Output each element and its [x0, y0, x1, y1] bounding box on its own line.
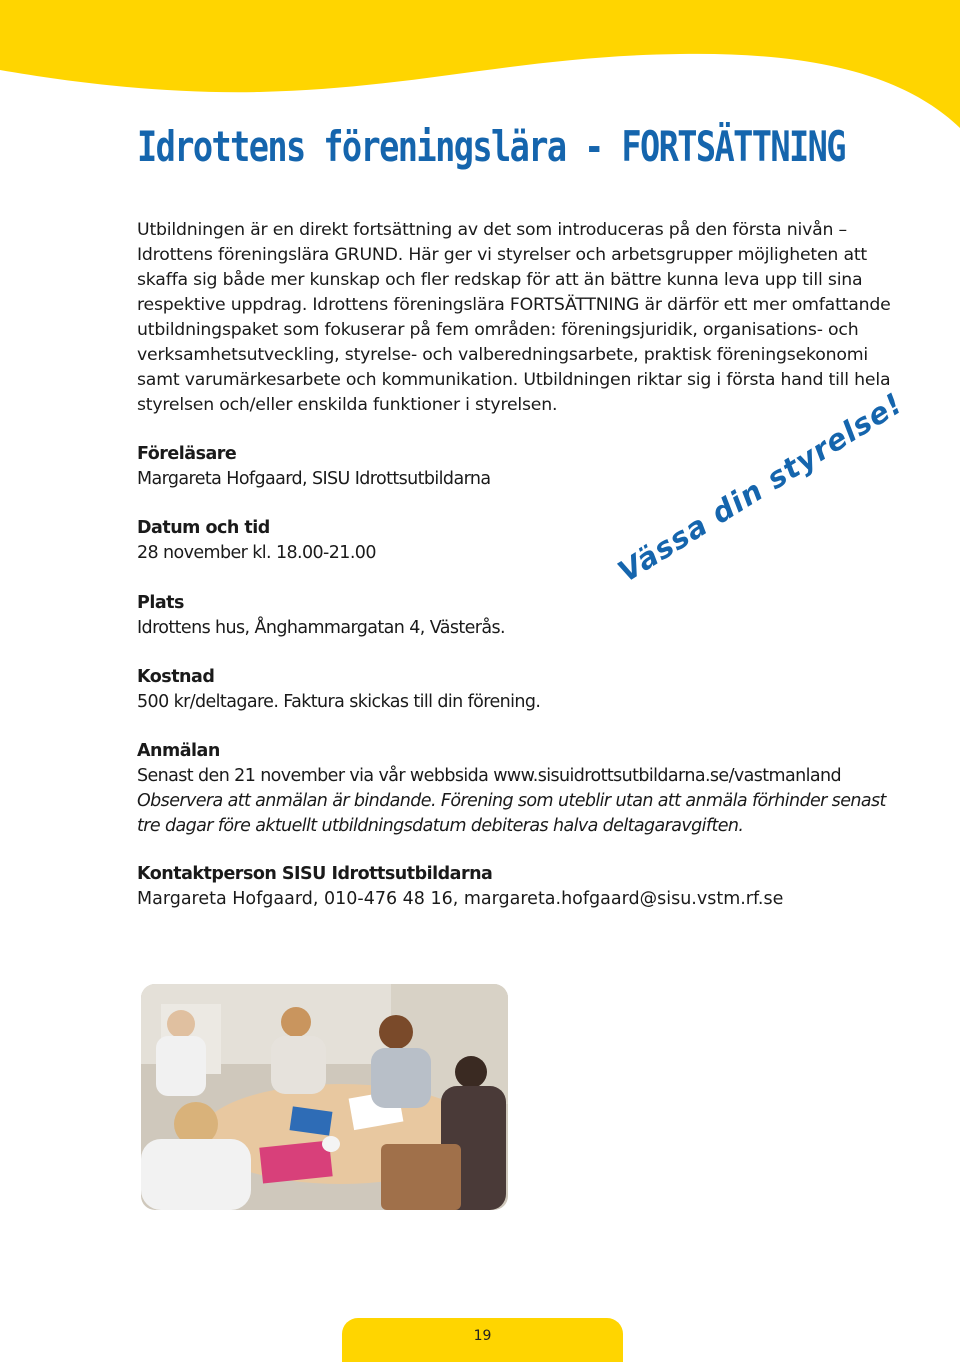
slogan-text: Vässa din styrelse! [612, 385, 909, 589]
page-title: Idrottens föreningslära - FORTSÄTTNING [137, 122, 845, 171]
intro-paragraph: Utbildningen är en direkt fortsättning av det som introduceras på den första nivån – Idrottens föreningslära GRUND. Här ger vi styrelser och arbetsgrupper möjligheten att skaffa sig både mer kunskap och fler redskap för att än bättre kunna leva upp till sina respektive uppdrag. Idrottens föreningslära FORTSÄTTNING är därför ett mer omfattande utbildningspaket som fokuserar på fem områden: föreningsjuridik, organisations- och verksamhetsutveckling, styrelse- och valberedningsarbete, praktisk föreningsekonomi samt varumärkesarbete och kommunikation. Utbildningen riktar sig i första hand till hela styrelsen och/eller enskilda funktioner i styrelsen. [137, 220, 891, 415]
lecturer-label: Föreläsare [137, 444, 237, 464]
cost-value: 500 kr/deltagare. Faktura skickas till din förening. [137, 692, 541, 712]
contact-label: Kontaktperson SISU Idrottsutbildarna [137, 864, 493, 884]
registration-value: Senast den 21 november via vår webbsida www.sisuidrottsutbildarna.se/vastmanland [137, 766, 841, 786]
datetime-value: 28 november kl. 18.00-21.00 [137, 543, 376, 563]
cost-label: Kostnad [137, 667, 215, 687]
datetime-label: Datum och tid [137, 518, 270, 538]
page-number: 19 [473, 1328, 492, 1344]
lecturer-section [137, 442, 490, 492]
contact-value: Margareta Hofgaard, 010-476 48 16, margareta.hofgaard@sisu.vstm.rf.se [137, 889, 784, 909]
registration-section [137, 739, 897, 839]
lecturer-value: Margareta Hofgaard, SISU Idrottsutbildarna [137, 469, 491, 489]
registration-label: Anmälan [137, 741, 220, 761]
contact-section [137, 862, 783, 912]
registration-note: Observera att anmälan är bindande. Förening som uteblir utan att anmäla förhinder senast tre dagar före aktuellt utbildningsdatum debiteras halva deltagaravgiften. [137, 791, 886, 836]
datetime-section [137, 516, 376, 566]
place-section [137, 591, 505, 641]
place-label: Plats [137, 593, 184, 613]
page-number-tab [342, 1318, 623, 1362]
place-value: Idrottens hus, Ånghammargatan 4, Västerås. [137, 618, 505, 638]
group-photo [141, 984, 508, 1210]
top-yellow-swoosh [0, 0, 960, 140]
cost-section [137, 665, 540, 715]
